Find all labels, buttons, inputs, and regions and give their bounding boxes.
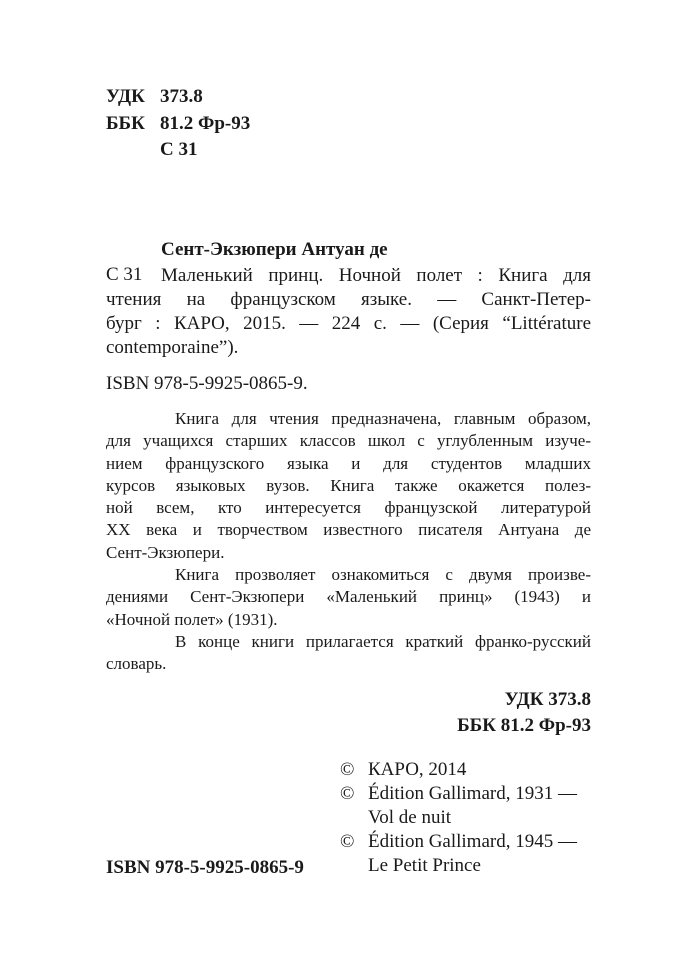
classification-right [457,687,591,739]
copyright-text: Vol de nuit [368,807,452,828]
copyright-entry [340,758,577,782]
bbk-label: ББК [106,113,145,134]
description-line: чтения на французском языке. — Санкт-Петер- [106,289,591,310]
abstract-line: «Ночной полет» (1931). [106,609,278,629]
isbn-line: ISBN 978-5-9925-0865-9. [106,373,308,394]
abstract-line: Сент-Экзюпери. [106,542,225,562]
copyright-block [340,758,577,878]
description-line: Маленький принц. Ночной полет : Книга для [161,265,591,286]
bbk-value: 81.2 Фр-93 [160,113,251,134]
abstract-line: В конце книги прилагается краткий франко-русский [175,631,591,651]
copyright-sign: © [340,831,355,852]
abstract-line: XX века и творчеством известного писателя Антуана де [106,520,591,540]
copyright-entry [340,830,577,878]
abstract-line: Книга для чтения предназначена, главным образом, [175,409,591,428]
udk-right: УДК 373.8 [504,689,591,710]
abstract-line: ной всем, кто интересуется французской литературой [106,498,591,518]
author-heading: Сент-Экзюпери Антуан де [161,239,388,260]
isbn-bottom: ISBN 978-5-9925-0865-9 [106,857,304,878]
author-mark: С 31 [160,139,198,160]
description-line: бург : КАРО, 2015. — 224 с. — (Серия “Littérature [106,313,591,334]
bbk-right: ББК 81.2 Фр-93 [457,715,591,736]
copyright-sign: © [340,783,355,804]
copyright-text: Édition Gallimard, 1931 — [368,783,577,804]
copyright-text: Le Petit Prince [368,855,481,876]
udk-value: 373.8 [160,86,203,107]
abstract-line: дениями Сент-Экзюпери «Маленький принц» (1943) и [106,587,591,607]
udk-label: УДК [106,86,145,107]
copyright-sign: © [340,759,355,780]
abstract-line: словарь. [106,654,167,674]
abstract-line: Книга прозволяет ознакомиться с двумя произве- [175,565,591,585]
abstract-line: для учащихся старших классов школ с углубленным изуче- [106,431,591,451]
bibliographic-description [106,264,591,360]
description-code: С 31 [106,264,143,285]
abstract-line: нием французского языка и для студентов младших [106,453,591,473]
abstract [106,408,591,676]
copyright-text: КАРО, 2014 [368,759,467,780]
copyright-text: Édition Gallimard, 1945 — [368,831,577,852]
abstract-line: курсов языковых вузов. Книга также окажется полез- [106,475,591,495]
copyright-entry [340,782,577,830]
description-line: contemporaine”). [106,337,239,358]
